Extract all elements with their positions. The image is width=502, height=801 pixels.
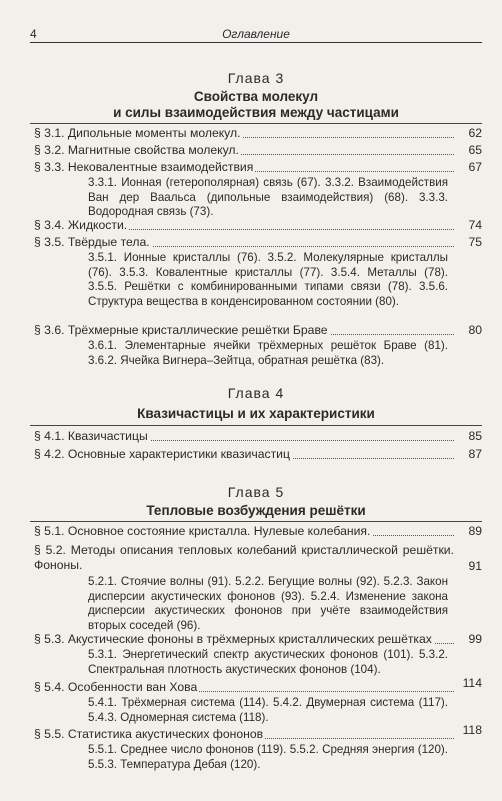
toc-entry-5-2[interactable]: § 5.2. Методы описания тепловых колебаний кристаллической решётки. Фононы. <box>34 543 454 572</box>
toc-entry-5-1[interactable]: § 5.1. Основное состояние кристалла. Нулевые колебания. <box>34 524 454 539</box>
page-ref-3-2: 65 <box>468 143 482 157</box>
page-ref-5-5: 118 <box>462 723 482 737</box>
page-ref-3-4: 74 <box>468 218 482 232</box>
chapter-4-title: Квазичастицы и их характеристики <box>137 406 375 421</box>
page-ref-5-1: 89 <box>468 524 482 538</box>
running-title: Оглавление <box>222 27 290 41</box>
page-ref-5-3: 99 <box>468 632 482 646</box>
toc-entry-3-3[interactable]: § 3.3. Нековалентные взаимодействия <box>34 160 454 175</box>
toc-entry-3-6[interactable]: § 3.6. Трёхмерные кристаллические решётки Браве <box>34 323 454 338</box>
toc-entry-4-1[interactable]: § 4.1. Квазичастицы <box>34 429 454 444</box>
chapter-rule <box>30 521 482 522</box>
page-ref-5-4: 114 <box>462 676 482 690</box>
chapter-3-label: Глава 3 <box>227 70 285 86</box>
toc-entry-4-2[interactable]: § 4.2. Основные характеристики квазичастиц <box>34 447 454 462</box>
toc-entry-3-4[interactable]: § 3.4. Жидкости. <box>34 218 454 233</box>
page-ref-3-1: 62 <box>468 126 482 140</box>
page-ref-3-6: 80 <box>468 323 482 337</box>
header-rule <box>30 42 482 43</box>
chapter-4-label: Глава 4 <box>227 385 285 401</box>
chapter-rule <box>30 425 482 426</box>
subsections-5-3: 5.3.1. Энергетический спектр акустических фононов (101). 5.3.2. Спектральная плотность акустических фононов (104). <box>88 648 448 676</box>
page-ref-4-1: 85 <box>468 429 482 443</box>
subsections-5-5: 5.5.1. Среднее число фононов (119). 5.5.2. Средняя энергия (120). 5.5.3. Температура Дебая (120). <box>88 743 448 771</box>
subsections-5-2: 5.2.1. Стоячие волны (91). 5.2.2. Бегущие волны (92). 5.2.3. Закон дисперсии акустических фононов (93). 5.2.4. Изменение закона дисперсии акустических фононов при учёте взаимодействия вторых соседей (96). <box>88 575 448 632</box>
subsections-3-6: 3.6.1. Элементарные ячейки трёхмерных решёток Браве (81). 3.6.2. Ячейка Вигнера–Зейтца, обратная решётка (83). <box>88 339 448 367</box>
chapter-3-title-line1: Свойства молекул <box>193 89 319 104</box>
page-header <box>30 27 482 41</box>
page-ref-3-5: 75 <box>468 235 482 249</box>
subsections-3-5: 3.5.1. Ионные кристаллы (76). 3.5.2. Молекулярные кристаллы (76). 3.5.3. Ковалентные кристаллы (77). 3.5.4. Металлы (78). 3.5.5. Решётки с комбинированными типами связи (78). 3.5.6. Структура вещества в конденсированном состоянии (80). <box>88 251 448 308</box>
toc-entry-5-3[interactable]: § 5.3. Акустические фононы в трёхмерных кристаллических решётках <box>34 632 454 647</box>
subsections-5-4: 5.4.1. Трёхмерная система (114). 5.4.2. Двумерная система (117). 5.4.3. Одномерная система (118). <box>88 696 448 724</box>
page-number: 4 <box>30 27 37 41</box>
page-ref-4-2: 87 <box>468 447 482 461</box>
chapter-5-label: Глава 5 <box>227 484 285 500</box>
toc-entry-5-4[interactable]: § 5.4. Особенности ван Хова <box>34 680 454 695</box>
subsections-3-3: 3.3.1. Ионная (гетерополярная) связь (67). 3.3.2. Взаимодействия Ван дер Ваальса (дипольные взаимодействия) (68). 3.3.3. Водородная связь (73). <box>88 176 448 218</box>
toc-entry-5-5[interactable]: § 5.5. Статистика акустических фононов <box>34 727 454 742</box>
chapter-rule <box>30 123 482 124</box>
toc-entry-3-2[interactable]: § 3.2. Магнитные свойства молекул. <box>34 143 454 158</box>
toc-entry-3-1[interactable]: § 3.1. Дипольные моменты молекул. <box>34 126 454 141</box>
page-ref-5-2: 91 <box>468 559 482 573</box>
toc-entry-3-5[interactable]: § 3.5. Твёрдые тела. <box>34 235 454 250</box>
page-ref-3-3: 67 <box>468 160 482 174</box>
chapter-5-title: Тепловые возбуждения решётки <box>146 503 366 518</box>
chapter-3-title-line2: и силы взаимодействия между частицами <box>113 105 399 120</box>
